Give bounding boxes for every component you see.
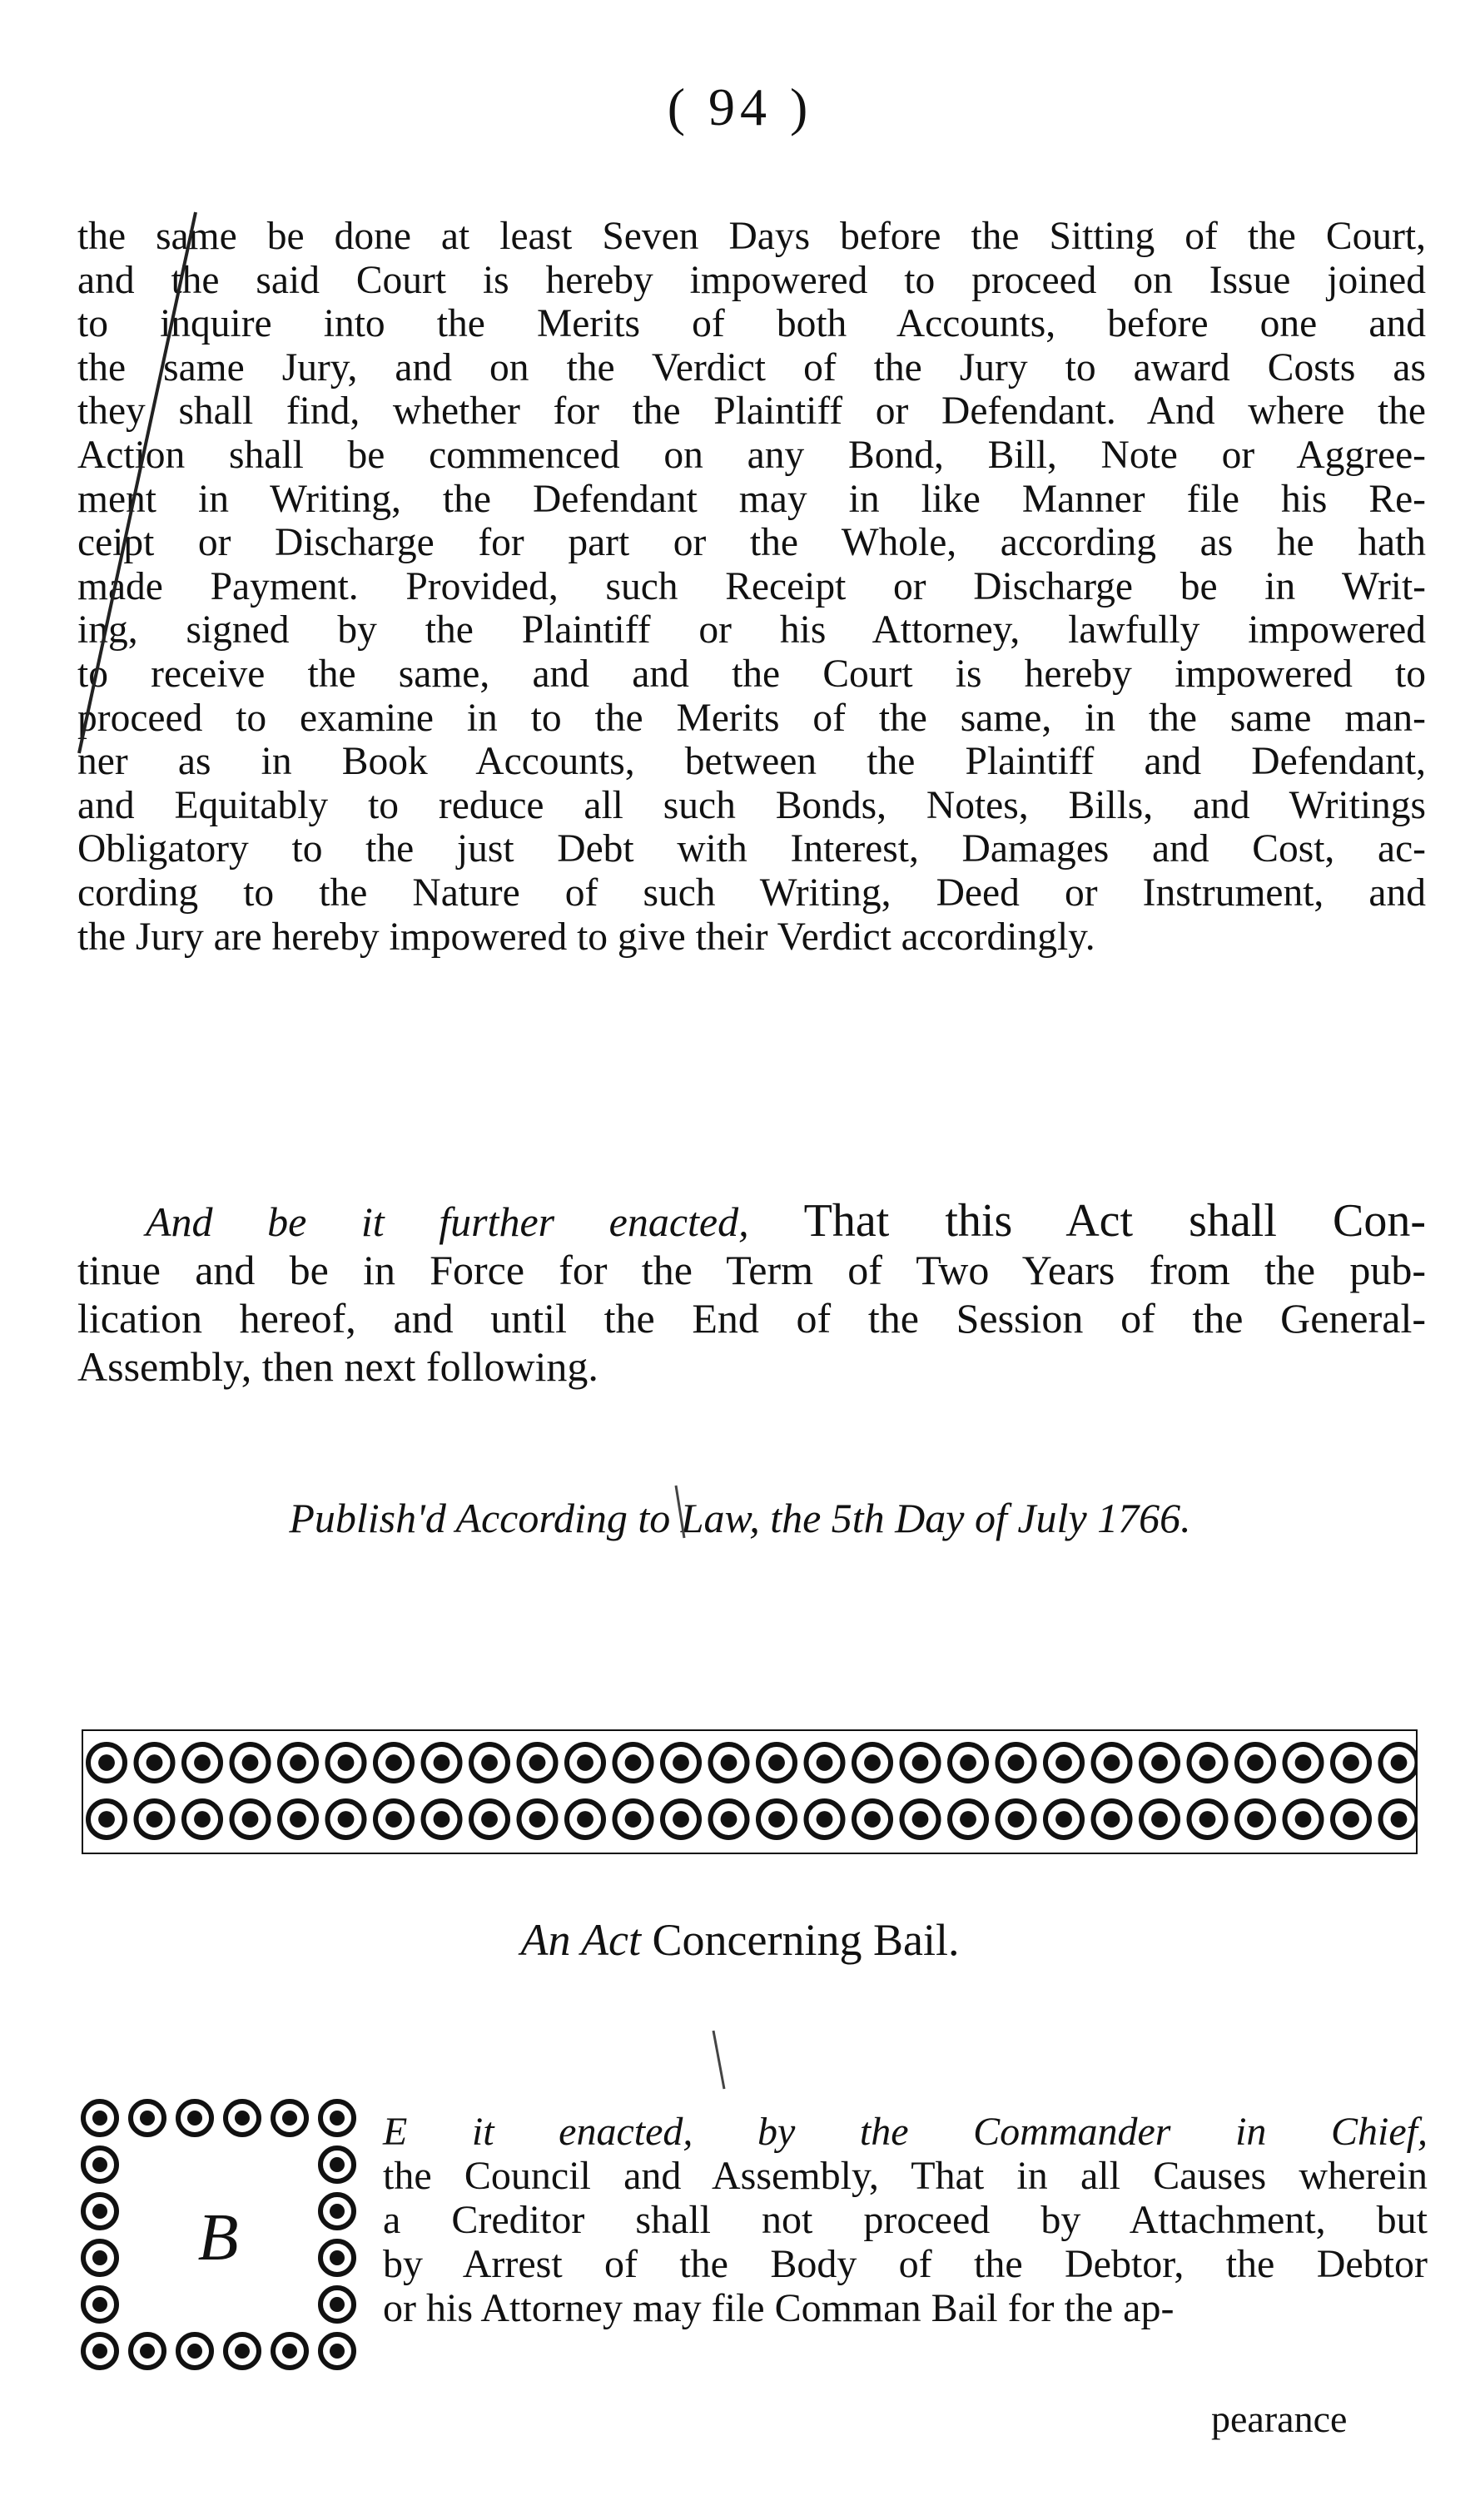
text-line: and the said Court is hereby impowered to proceed on Issue joined [77,258,1426,302]
text-line: Action shall be commenced on any Bond, Bill, Note or Aggree- [77,433,1426,477]
catchword: pearance [1211,2398,1348,2440]
text-line: the Jury are hereby impowered to give their Verdict accordingly. [77,915,1095,959]
text-run: E it enacted, by the Commander in Chief, [383,2110,1428,2154]
text-line: Obligatory to the just Debt with Interest, Damages and Cost, ac- [77,827,1426,871]
text-line: they shall find, whether for the Plaintiff or Defendant. And where the [77,389,1426,434]
text-line: the same be done at least Seven Days before the Sitting of the Court, [77,215,1426,258]
text-line: by Arrest of the Body of the Debtor, the Debtor [383,2242,1428,2286]
text-line: the same Jury, and on the Verdict of the Jury to award Costs as [77,345,1426,389]
text-line: ner as in Book Accounts, between the Plaintiff and Defendant, [77,740,1426,784]
text-line: to receive the same, and and the Court is hereby impowered to [77,652,1426,696]
text-line: ceipt or Discharge for part or the Whole, according as he hath [77,521,1426,565]
text-line: the Council and Assembly, That in all Causes wherein [383,2154,1428,2198]
enacting-phrase: And be it further enacted, [146,1198,749,1245]
text-line: cording to the Nature of such Writing, Deed or Instrument, and [77,871,1426,915]
text-line: or his Attorney may file Comman Bail for the ap- [383,2286,1175,2330]
act-title-roman: Concerning Bail. [641,1915,960,1965]
text-line: to inquire into the Merits of both Accounts, before one and [77,302,1426,346]
text-line: Assembly, then next following. [77,1343,598,1390]
page-number: ( 94 ) [667,77,813,136]
text-line: made Payment. Provided, such Receipt or Discharge be in Writ- [77,564,1426,608]
text-line: tinue and be in Force for the Term of Two Years from the pub- [77,1247,1426,1293]
drop-cap-letter: B [197,2201,239,2274]
text-line: proceed to examine in to the Merits of the same, in the same man- [77,696,1426,740]
act-title-italic: An Act [520,1915,642,1965]
text-line: lication hereof, and until the End of the Session of the General- [77,1295,1426,1342]
text-line: ment in Writing, the Defendant may in like Manner file his Re- [77,477,1426,521]
text-line: ing, signed by the Plaintiff or his Attorney, lawfully impowered [77,608,1426,652]
text-line: a Creditor shall not proceed by Attachment, but [383,2198,1428,2242]
publication-text: Publish'd According to Law, the 5th Day of July 1766. [289,1495,1191,1541]
text-line: and Equitably to reduce all such Bonds, Notes, Bills, and Writings [77,783,1426,827]
text-run: That this Act shall Con- [748,1195,1426,1247]
